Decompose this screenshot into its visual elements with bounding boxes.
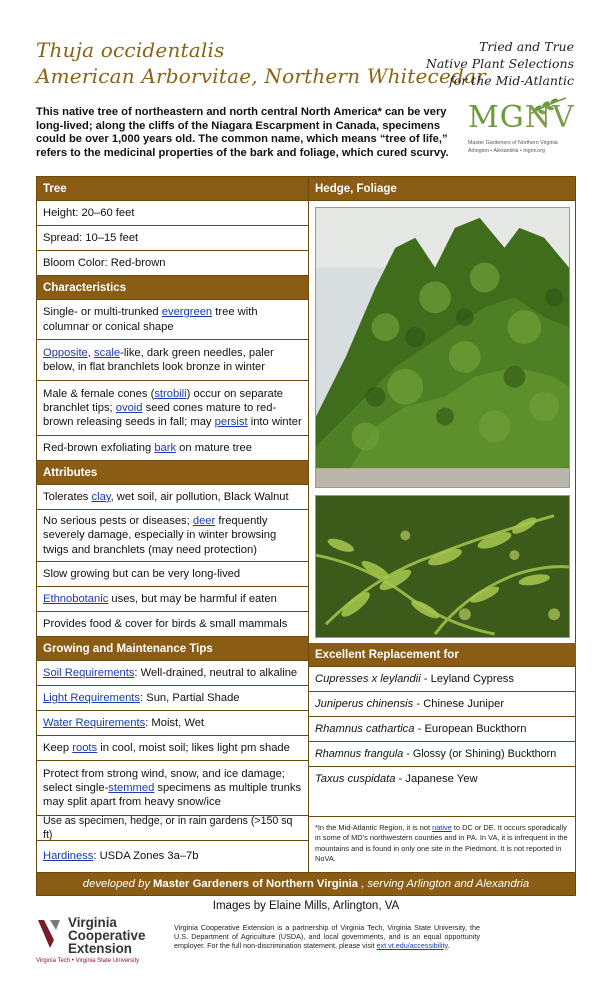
tagline: [426, 38, 574, 89]
replacement-latin: Cupresses x leylandii: [315, 673, 421, 685]
attributes-header: Attributes: [37, 461, 308, 485]
text: No serious pests or diseases;: [43, 515, 193, 528]
vce-line-3: Extension: [68, 941, 132, 956]
text: Tolerates: [43, 490, 92, 503]
native-link[interactable]: native: [432, 823, 452, 832]
org-name: Master Gardeners of Northern Virginia: [153, 878, 359, 890]
accessibility-link[interactable]: ext.vt.edu/accessibility: [376, 940, 448, 950]
soil-requirements-link[interactable]: Soil Requirements: [43, 666, 135, 679]
replacement-common: - European Buckthorn: [414, 723, 527, 735]
text: : USDA Zones 3a–7b: [93, 849, 199, 862]
foliage-photo: [315, 495, 570, 638]
replacement-latin: Juniperus chinensis: [315, 698, 414, 710]
text: Keep: [43, 741, 73, 754]
text: Red-brown exfoliating: [43, 441, 155, 454]
tip-soil: [37, 661, 308, 686]
characteristic-needles: [37, 340, 308, 381]
attribute-wildlife: Provides food & cover for birds & small mammals: [37, 612, 308, 637]
replacement-common: - Japanese Yew: [395, 773, 478, 785]
replacement-item: [309, 692, 576, 717]
images-credit: Images by Elaine Mills, Arlington, VA: [212, 900, 400, 912]
characteristic-shape: [37, 300, 308, 340]
light-requirements-link[interactable]: Light Requirements: [43, 691, 141, 704]
strobili-link[interactable]: strobili: [154, 387, 187, 400]
text: : Well-drained, neutral to alkaline: [134, 666, 298, 679]
text: , wet soil, air pollution, Black Walnut: [110, 490, 289, 503]
ovoid-link[interactable]: ovoid: [115, 401, 143, 414]
ethnobotanic-link[interactable]: Ethnobotanic: [43, 592, 109, 605]
persist-link[interactable]: persist: [214, 416, 248, 429]
text: into winter: [247, 416, 302, 429]
text: seed cones mature to red-brown releasing seeds in fall; may: [43, 401, 277, 429]
vce-line-2: Cooperative: [68, 928, 146, 943]
hedge-foliage-header: Hedge, Foliage: [309, 177, 575, 201]
plant-info-table: [36, 176, 576, 896]
vce-mark-icon: [36, 916, 66, 952]
replacement-latin: Rhamnus frangula: [315, 748, 404, 760]
native-range-note: [309, 817, 576, 870]
tree-bloom-color: Bloom Color: Red-brown: [37, 251, 308, 276]
text: Male & female cones (: [43, 387, 155, 400]
attribute-pests: [37, 510, 308, 562]
tagline-line-1: Tried and True: [479, 39, 574, 54]
tip-roots: [37, 736, 308, 761]
text: : Moist, Wet: [145, 716, 205, 729]
text: Virginia Cooperative Extension is a partnership of Virginia Tech, Virginia State University, the U.S. Department of Agriculture (USDA), and local governments, and is an equal opportunity employer. For the full non-discrimination statement, please visit: [174, 923, 480, 950]
tip-light: [37, 686, 308, 711]
text: ) occur on separate branchlet tips;: [43, 387, 284, 414]
text: frequently severely damage, especially in winter browsing twigs and branchlets (may need protection): [43, 515, 277, 556]
replacement-item: [309, 767, 576, 817]
text: , serving Arlington and Alexandria: [361, 878, 530, 890]
vce-line-1: Virginia: [68, 915, 117, 930]
vce-logo: [36, 914, 166, 968]
attribute-growth: Slow growing but can be very long-lived: [37, 562, 308, 587]
tree-height: Height: 20–60 feet: [37, 201, 308, 226]
text: -like, dark green needles, paler below, in flat branchlets look bronze in winter: [43, 346, 274, 373]
plant-common-name: American Arborvitae, Northern Whitecedar: [36, 64, 486, 88]
text: to DC or DE. It occurs sporadically in some of MD’s northwestern counties and in PA. In VA, it is infrequent in the mountains and is found in only one site in the Piedmont. It is not reported in NoVA.: [315, 823, 568, 863]
replacement-common: - Chinese Juniper: [413, 698, 505, 710]
attribute-ethnobotanic: [37, 587, 308, 612]
replacement-item: [309, 742, 576, 767]
maintenance-header: Growing and Maintenance Tips: [37, 637, 308, 661]
left-column: [37, 177, 308, 871]
text: : Sun, Partial Shade: [140, 691, 240, 704]
text: developed by: [82, 878, 151, 890]
replacement-latin: Rhamnus cathartica: [315, 723, 415, 735]
text: tree with columnar or conical shape: [43, 306, 258, 333]
developed-by-bar: [36, 872, 576, 896]
intro-paragraph: This native tree of northeastern and north central North America* can be very long-lived; along the cliffs of the Niagara Escarpment in Canada, specimens could be over 1,000 years old. The common name, which means “tree of life,” refers to the medicinal properties of the bark and foliage, which cured scurvy.: [36, 106, 449, 159]
plant-latin-name: Thuja occidentalis: [36, 38, 225, 62]
roots-link[interactable]: roots: [72, 741, 98, 754]
hedge-photo: [315, 207, 570, 488]
attribute-tolerates: [37, 485, 308, 510]
scale-link[interactable]: scale: [94, 346, 121, 359]
characteristic-cones: [37, 381, 308, 436]
text: specimens as multiple trunks may split apart from heavy snow/ice: [43, 781, 302, 809]
water-requirements-link[interactable]: Water Requirements: [43, 716, 146, 729]
text: *In the Mid-Atlantic Region, it is not: [315, 823, 433, 832]
bark-link[interactable]: bark: [154, 441, 177, 454]
deer-link[interactable]: deer: [192, 515, 216, 528]
replacement-latin: Taxus cuspidata: [315, 773, 396, 785]
replacement-common: - Glossy (or Shining) Buckthorn: [403, 748, 557, 760]
characteristics-header: Characteristics: [37, 276, 308, 300]
replacement-item: [309, 717, 576, 742]
tree-header: Tree: [37, 177, 308, 201]
characteristic-bark: [37, 436, 308, 461]
tip-water: [37, 711, 308, 736]
replacement-common: - Leyland Cypress: [420, 673, 514, 685]
tip-use: Use as specimen, hedge, or in rain gardens (>150 sq ft): [37, 816, 308, 841]
logo-nv: NV: [524, 100, 575, 135]
tip-hardiness: [37, 841, 308, 871]
right-column: [308, 177, 575, 895]
text: on mature tree: [176, 441, 252, 454]
replacement-header: Excellent Replacement for: [309, 643, 576, 667]
legal-statement: [174, 924, 480, 950]
vce-subtitle: Virginia Tech • Virginia State University: [36, 958, 140, 964]
text: Single- or multi-trunked: [43, 306, 162, 319]
text: in cool, moist soil; likes light pm shade: [97, 741, 290, 754]
text: .: [447, 940, 450, 950]
text: Protect from strong wind, snow, and ice damage; select single-: [43, 767, 285, 794]
tagline-line-2: Native Plant Selections: [425, 56, 574, 71]
tree-spread: Spread: 10–15 feet: [37, 226, 308, 251]
mgnv-logo: [462, 94, 582, 164]
vce-name: [68, 916, 145, 955]
logo-line-1: Master Gardeners of Northern Virginia: [468, 140, 558, 146]
tagline-line-3: for the Mid-Atlantic: [449, 73, 574, 88]
replacement-item: [309, 667, 576, 692]
evergreen-link[interactable]: evergreen: [161, 306, 213, 319]
text: uses, but may be harmful if eaten: [108, 592, 277, 605]
text: ,: [87, 346, 94, 359]
tip-protect: [37, 761, 308, 816]
logo-mg: MG: [468, 100, 525, 135]
stemmed-link[interactable]: stemmed: [108, 781, 155, 794]
clay-link[interactable]: clay: [91, 490, 111, 503]
opposite-link[interactable]: Opposite: [43, 346, 88, 359]
logo-line-2: Arlington • Alexandria • mgnv.org: [468, 148, 545, 154]
hardiness-link[interactable]: Hardiness: [43, 849, 94, 862]
